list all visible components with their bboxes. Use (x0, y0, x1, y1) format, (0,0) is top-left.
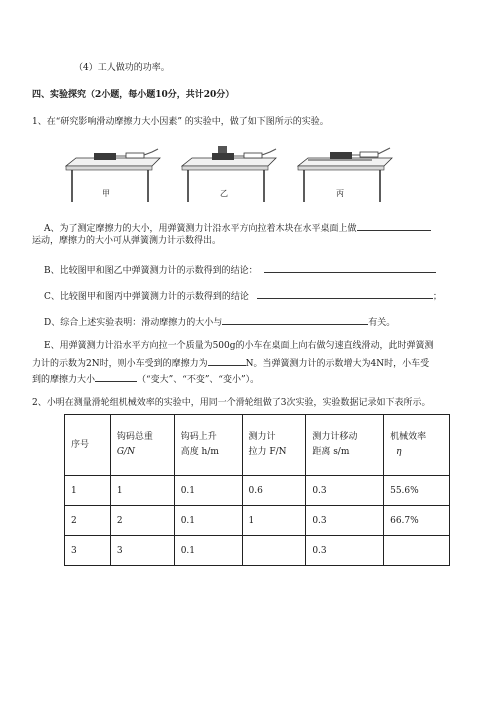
table-cell: 0.1 (174, 506, 242, 536)
line-c: C、比较图甲和图丙中弹簧测力计的示数得到的结论 ； (44, 288, 442, 303)
line-e-1: E、用弹簧测力计沿水平方向拉一个质量为500g的小车在桌面上向右做匀速直线滑动，此时弹簧测 (44, 341, 434, 351)
answer-blank-e1[interactable] (208, 355, 246, 366)
table-cell: 2 (110, 506, 174, 536)
table-row (65, 536, 450, 566)
table-cell: 3 (65, 536, 111, 566)
answer-blank-c[interactable] (257, 288, 433, 299)
header-cell: 钩码总重 G/N (110, 415, 174, 476)
table-cell-blank[interactable] (242, 536, 306, 566)
table-cell: 3 (110, 536, 174, 566)
figure-label-yi: 乙 (220, 189, 228, 198)
question-1-intro: 1、在“研究影响滑动摩擦力大小因素” 的实验中，做了如下图所示的实验。 (32, 117, 329, 127)
header-cell: 序号 (65, 415, 111, 476)
table-cell: 55.6% (384, 476, 450, 506)
figure-label-jia: 甲 (102, 189, 110, 198)
table-cell: 0.1 (174, 476, 242, 506)
line-a-2: 运动，摩擦力的大小可从弹簧测力计示数得出。 (32, 236, 222, 246)
line-a-1: A、为了测定摩擦力的大小，用弹簧测力计沿水平方向拉着木块在水平桌面上做 (44, 220, 431, 235)
table-row (65, 506, 450, 536)
table-cell: 66.7% (384, 506, 450, 536)
question-4-text: （4）工人做功的功率。 (74, 63, 170, 73)
figure-label-bing: 丙 (336, 189, 344, 198)
section-heading: 四、实验探究（2小题，每小题10分，共计20分） (32, 90, 235, 100)
table-cell: 2 (65, 506, 111, 536)
answer-blank-d[interactable] (222, 314, 368, 325)
pulley-data-table (64, 414, 450, 566)
table-cell-blank[interactable] (384, 536, 450, 566)
line-e-2: 力计的示数为2N时，则小车受到的摩擦力为 N。当弹簧测力计的示数增大为4N时，小车受 (32, 355, 429, 370)
line-d: D、综合上述实验表明：滑动摩擦力的大小与 有关。 (44, 314, 395, 329)
answer-blank-e2[interactable] (95, 371, 137, 382)
friction-experiment-figure (64, 140, 394, 204)
header-cell: 测力计 拉力 F/N (242, 415, 306, 476)
table-cell: 0.6 (242, 476, 306, 506)
setup-bing (298, 148, 392, 202)
header-cell: 测力计移动 距离 s/m (306, 415, 384, 476)
header-cell: 钩码上升 高度 h/m (174, 415, 242, 476)
answer-blank-b[interactable] (264, 262, 436, 273)
table-cell: 0.3 (306, 476, 384, 506)
setup-jia (66, 149, 160, 202)
table-cell: 0.3 (306, 536, 384, 566)
table-cell: 1 (242, 506, 306, 536)
table-header-row (65, 415, 450, 476)
line-b: B、比较图甲和图乙中弹簧测力计的示数得到的结论： (44, 262, 436, 277)
header-cell: 机械效率 η (384, 415, 450, 476)
setup-yi (182, 146, 276, 202)
table-cell: 0.1 (174, 536, 242, 566)
answer-blank-a[interactable] (357, 220, 431, 231)
line-e-3: 到的摩擦力大小 （“变大”、“不变”、“变小”）。 (32, 371, 259, 386)
table-cell: 1 (110, 476, 174, 506)
table-row (65, 476, 450, 506)
question-2-intro: 2、小明在测量滑轮组机械效率的实验中，用同一个滑轮组做了3次实验，实验数据记录如下表所示。 (32, 398, 431, 408)
table-cell: 0.3 (306, 506, 384, 536)
table-cell: 1 (65, 476, 111, 506)
